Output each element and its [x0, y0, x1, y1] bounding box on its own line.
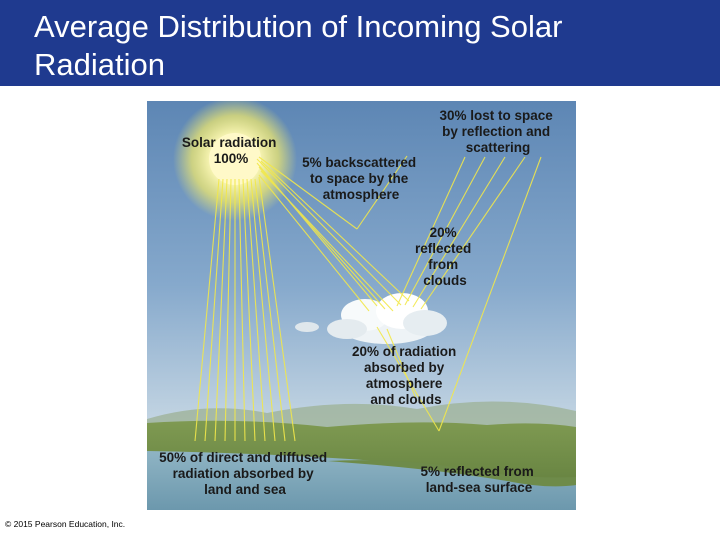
label-reflected-clouds: 20% reflected from clouds [414, 225, 472, 288]
label-lost-to-space: 30% lost to space by reflection and scattering [439, 108, 553, 155]
label-solar-radiation: Solar radiation 100% [181, 135, 277, 166]
label-reflected-land-sea: 5% reflected from land-sea surface [420, 464, 534, 495]
copyright-notice: © 2015 Pearson Education, Inc. [5, 519, 126, 529]
diagram-canvas [147, 101, 576, 510]
title-bar [0, 0, 720, 86]
label-backscattered: 5% backscattered to space by the atmosphere [302, 155, 417, 202]
solar-radiation-diagram [147, 101, 576, 510]
label-absorbed-atmosphere: 20% of radiation absorbed by atmosphere and clouds [351, 344, 457, 407]
slide-title: Average Distribution of Incoming Solar Radiation [34, 9, 563, 82]
label-absorbed-land-sea: 50% of direct and diffused radiation absorbed by land and sea [159, 450, 328, 497]
